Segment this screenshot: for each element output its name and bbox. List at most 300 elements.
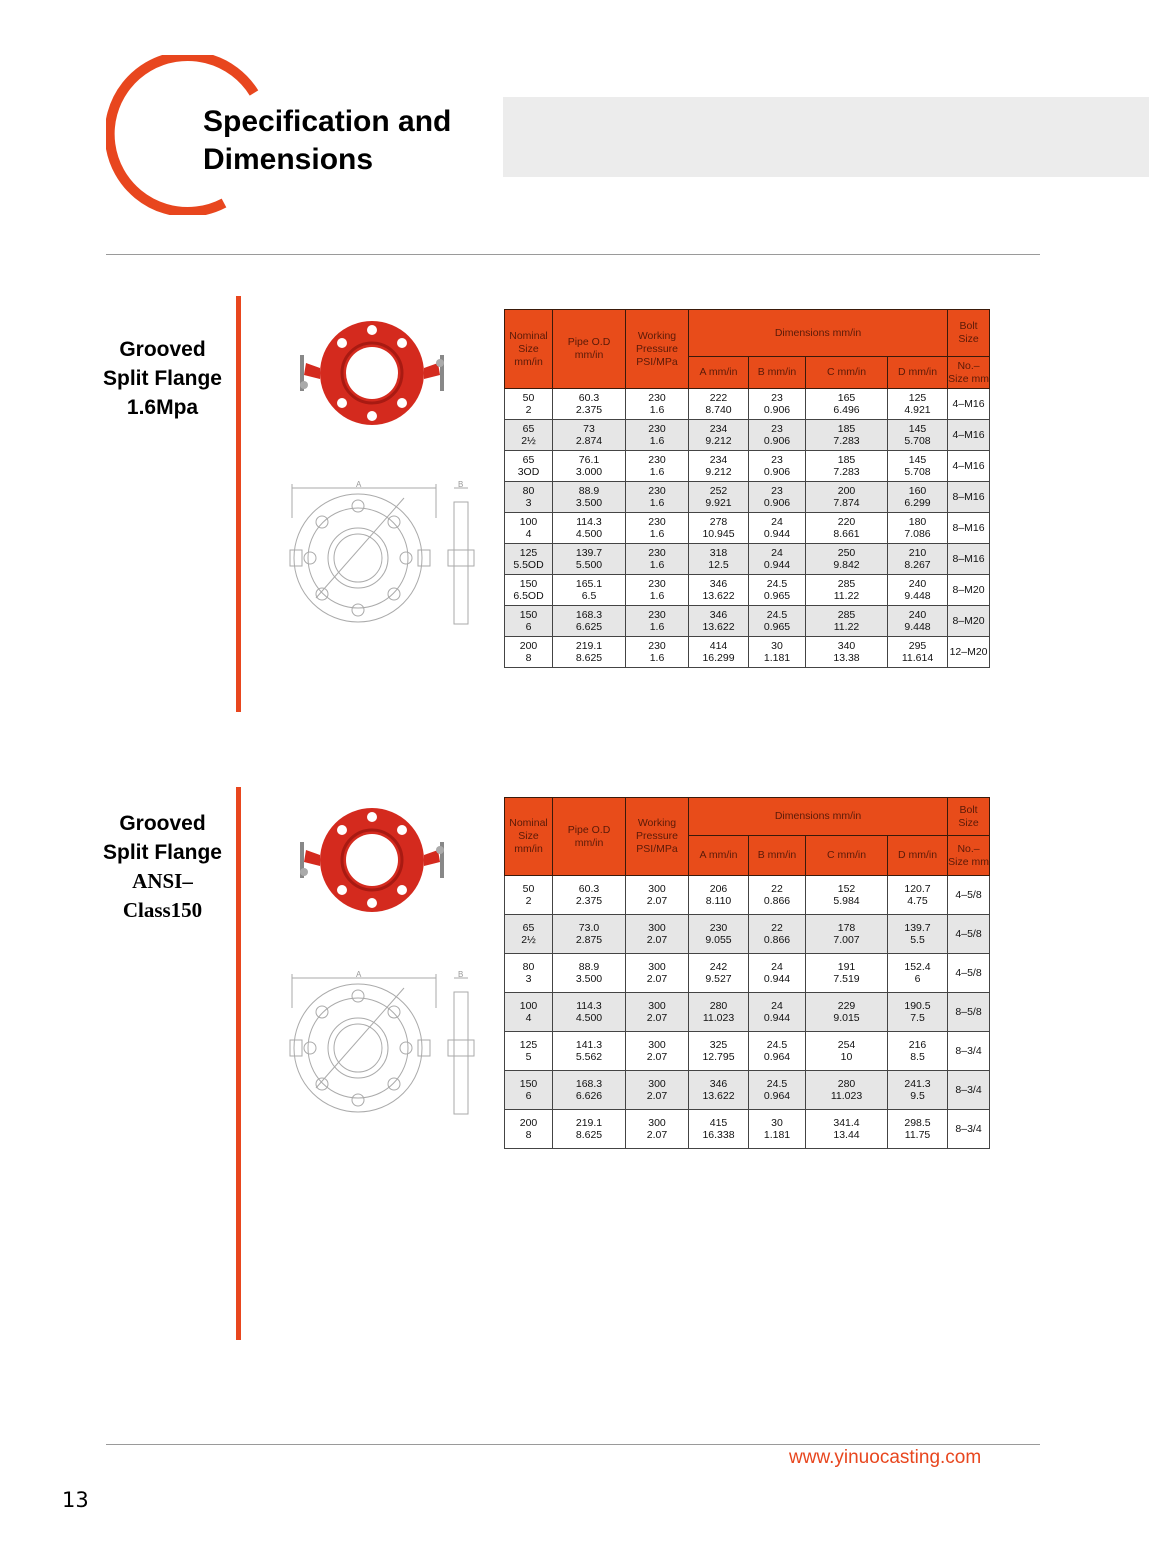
cell-od-line2: 2.874 xyxy=(575,435,603,447)
cell-c-line2: 9.842 xyxy=(833,559,860,571)
col-header-b: B mm/in xyxy=(749,836,806,876)
cell-bolt: 8–M16 xyxy=(948,482,990,513)
cell-bolt: 8–5/8 xyxy=(948,993,990,1032)
cell-d-line1: 190.5 xyxy=(904,1000,931,1012)
cell-b xyxy=(749,1032,806,1071)
cell-bolt: 4–5/8 xyxy=(948,876,990,915)
cell-od xyxy=(553,954,626,993)
table-row xyxy=(505,915,990,954)
cell-d-line2: 11.614 xyxy=(901,652,934,664)
cell-nom-line1: 50 xyxy=(522,392,535,404)
cell-nom xyxy=(505,1071,553,1110)
table-row xyxy=(505,1110,990,1149)
cell-a-line1: 280 xyxy=(709,1000,728,1012)
cell-wp-line2: 2.07 xyxy=(646,1012,668,1024)
page-number: 13 xyxy=(62,1488,89,1512)
cell-od-line1: 73 xyxy=(583,423,595,435)
col-header-pipe-od: Pipe O.D mm/in xyxy=(553,798,626,876)
cell-c-line1: 285 xyxy=(837,609,856,621)
cell-a-line1: 346 xyxy=(709,609,728,621)
cell-od-line1: 141.3 xyxy=(575,1039,603,1051)
cell-a-line1: 414 xyxy=(709,640,728,652)
cell-nom xyxy=(505,513,553,544)
table-row xyxy=(505,482,990,513)
cell-c-line1: 254 xyxy=(837,1039,856,1051)
section-accent-bar xyxy=(236,296,241,712)
col-header-bolt: Bolt Size xyxy=(948,310,990,357)
cell-c-line2: 11.22 xyxy=(833,621,860,633)
cell-nom xyxy=(505,606,553,637)
cell-c-line2: 11.22 xyxy=(833,590,860,602)
flange-technical-drawing xyxy=(286,478,482,628)
header-divider xyxy=(106,254,1040,255)
cell-b-line2: 0.944 xyxy=(763,973,791,985)
col-header-dimensions: Dimensions mm/in xyxy=(689,310,948,357)
cell-a-line1: 252 xyxy=(709,485,728,497)
cell-c-line2: 8.661 xyxy=(833,528,860,540)
table-row xyxy=(505,606,990,637)
cell-wp xyxy=(626,954,689,993)
cell-a-line1: 346 xyxy=(709,578,728,590)
cell-wp-line2: 1.6 xyxy=(649,559,665,571)
table-row xyxy=(505,993,990,1032)
col-header-nominal: Nominal Size mm/in xyxy=(505,310,553,389)
cell-wp-line2: 1.6 xyxy=(649,652,665,664)
cell-b-line2: 0.906 xyxy=(763,466,791,478)
cell-nom xyxy=(505,1032,553,1071)
cell-c-line2: 9.015 xyxy=(833,1012,860,1024)
cell-od xyxy=(553,482,626,513)
cell-b xyxy=(749,915,806,954)
cell-wp-line2: 1.6 xyxy=(649,528,665,540)
cell-c-line1: 165 xyxy=(837,392,856,404)
cell-od-line2: 5.500 xyxy=(575,559,603,571)
cell-nom-line1: 150 xyxy=(519,609,538,621)
cell-d-line2: 9.448 xyxy=(904,590,931,602)
cell-b xyxy=(749,954,806,993)
cell-od-line1: 114.3 xyxy=(576,516,602,528)
cell-wp-line2: 1.6 xyxy=(649,435,665,447)
cell-wp-line1: 230 xyxy=(648,423,666,435)
cell-d-line2: 5.708 xyxy=(904,435,931,447)
cell-a xyxy=(689,389,749,420)
cell-od-line2: 8.625 xyxy=(575,1129,603,1141)
col-header-bolt: Bolt Size xyxy=(948,798,990,836)
cell-c-line2: 7.519 xyxy=(833,973,860,985)
svg-text:A: A xyxy=(356,480,362,489)
cell-c xyxy=(806,451,888,482)
cell-b-line1: 24.5 xyxy=(766,1078,788,1090)
cell-nom-line1: 80 xyxy=(522,961,535,973)
table-row xyxy=(505,876,990,915)
cell-b-line1: 24.5 xyxy=(766,1039,788,1051)
cell-wp-line1: 230 xyxy=(648,609,666,621)
cell-wp-line1: 300 xyxy=(648,883,666,895)
col-header-a: A mm/in xyxy=(689,836,749,876)
cell-b xyxy=(749,451,806,482)
cell-d xyxy=(888,915,948,954)
cell-a-line2: 9.212 xyxy=(705,435,732,447)
cell-nom-line2: 8 xyxy=(525,1129,532,1141)
cell-b-line1: 24.5 xyxy=(766,578,788,590)
cell-d-line2: 9.448 xyxy=(904,621,931,633)
cell-c xyxy=(806,954,888,993)
cell-od-line2: 2.375 xyxy=(575,404,603,416)
cell-nom-line2: 2½ xyxy=(521,435,536,447)
cell-a-line1: 278 xyxy=(709,516,728,528)
cell-d-line2: 6.299 xyxy=(904,497,931,509)
cell-b-line1: 24 xyxy=(771,961,783,973)
cell-nom xyxy=(505,876,553,915)
cell-a-line2: 8.110 xyxy=(705,895,732,907)
cell-nom xyxy=(505,915,553,954)
cell-od xyxy=(553,876,626,915)
cell-c-line2: 13.44 xyxy=(833,1129,860,1141)
cell-bolt: 4–5/8 xyxy=(948,954,990,993)
cell-wp-line1: 230 xyxy=(648,485,666,497)
cell-od-line1: 168.3 xyxy=(575,609,603,621)
cell-nom-line2: 5.5OD xyxy=(513,559,544,571)
cell-d xyxy=(888,1110,948,1149)
table-body-1 xyxy=(505,389,990,668)
cell-wp-line2: 1.6 xyxy=(649,497,665,509)
cell-nom-line2: 5 xyxy=(525,1051,532,1063)
cell-od-line1: 219.1 xyxy=(575,1117,603,1129)
cell-a-line2: 13.622 xyxy=(702,590,735,602)
spec-table-1.6mpa xyxy=(504,309,990,668)
cell-c xyxy=(806,876,888,915)
cell-b-line1: 23 xyxy=(771,454,783,466)
cell-od-line2: 4.500 xyxy=(575,528,603,540)
cell-bolt: 8–3/4 xyxy=(948,1110,990,1149)
cell-d xyxy=(888,482,948,513)
cell-a-line1: 230 xyxy=(709,922,728,934)
cell-d xyxy=(888,954,948,993)
cell-a-line2: 16.338 xyxy=(702,1129,735,1141)
cell-nom-line1: 80 xyxy=(522,485,535,497)
cell-bolt: 8–M16 xyxy=(948,513,990,544)
cell-b-line2: 1.181 xyxy=(763,652,791,664)
cell-b xyxy=(749,513,806,544)
cell-d-line2: 5.5 xyxy=(910,934,925,946)
cell-nom-line1: 125 xyxy=(519,547,538,559)
cell-b xyxy=(749,876,806,915)
cell-wp xyxy=(626,1110,689,1149)
table-row xyxy=(505,637,990,668)
cell-od xyxy=(553,451,626,482)
cell-d xyxy=(888,1032,948,1071)
cell-nom-line1: 65 xyxy=(522,423,535,435)
cell-d-line2: 4.921 xyxy=(904,404,931,416)
cell-d-line2: 7.086 xyxy=(904,528,931,540)
cell-b-line2: 0.944 xyxy=(763,559,791,571)
cell-od-line2: 6.625 xyxy=(575,621,603,633)
cell-a-line1: 234 xyxy=(709,454,728,466)
cell-d xyxy=(888,513,948,544)
cell-wp-line1: 230 xyxy=(648,578,666,590)
cell-bolt: 8–3/4 xyxy=(948,1071,990,1110)
cell-c-line1: 285 xyxy=(837,578,856,590)
cell-wp-line2: 2.07 xyxy=(646,1051,668,1063)
cell-nom xyxy=(505,954,553,993)
cell-c-line2: 7.283 xyxy=(833,435,860,447)
cell-b xyxy=(749,420,806,451)
cell-c xyxy=(806,482,888,513)
cell-wp-line2: 1.6 xyxy=(649,590,665,602)
cell-wp xyxy=(626,1032,689,1071)
cell-od-line2: 6.626 xyxy=(575,1090,603,1102)
cell-b-line1: 30 xyxy=(771,640,783,652)
cell-nom-line1: 150 xyxy=(519,578,538,590)
cell-b-line1: 22 xyxy=(771,922,783,934)
cell-nom xyxy=(505,482,553,513)
cell-c xyxy=(806,915,888,954)
cell-b xyxy=(749,1071,806,1110)
cell-od-line1: 219.1 xyxy=(575,640,603,652)
table-row xyxy=(505,420,990,451)
cell-nom-line2: 6 xyxy=(525,621,532,633)
cell-d-line1: 240 xyxy=(908,578,927,590)
cell-a xyxy=(689,451,749,482)
table-row xyxy=(505,1032,990,1071)
cell-od xyxy=(553,1110,626,1149)
cell-c xyxy=(806,389,888,420)
cell-d-line2: 6 xyxy=(914,973,921,985)
cell-c-line2: 10 xyxy=(840,1051,853,1063)
col-header-b: B mm/in xyxy=(749,357,806,389)
cell-b-line2: 0.944 xyxy=(763,528,791,540)
cell-a-line2: 16.299 xyxy=(702,652,735,664)
header-band xyxy=(503,97,1149,177)
cell-b-line2: 0.965 xyxy=(763,590,791,602)
cell-b-line1: 30 xyxy=(771,1117,783,1129)
cell-wp-line2: 1.6 xyxy=(649,404,665,416)
cell-c xyxy=(806,1110,888,1149)
cell-nom-line2: 3 xyxy=(525,497,532,509)
cell-a-line1: 222 xyxy=(709,392,728,404)
cell-od-line1: 76.1 xyxy=(578,454,600,466)
cell-od-line1: 88.9 xyxy=(578,485,600,497)
cell-od-line1: 73.0 xyxy=(578,922,600,934)
cell-wp-line2: 2.07 xyxy=(646,1129,668,1141)
cell-od-line2: 2.375 xyxy=(575,895,603,907)
cell-a-line2: 9.921 xyxy=(705,497,732,509)
cell-d xyxy=(888,637,948,668)
website-url[interactable]: www.yinuocasting.com xyxy=(789,1447,982,1468)
cell-wp-line2: 1.6 xyxy=(649,621,665,633)
cell-wp xyxy=(626,482,689,513)
cell-bolt: 8–M16 xyxy=(948,544,990,575)
cell-wp-line1: 300 xyxy=(648,1000,666,1012)
cell-wp xyxy=(626,1071,689,1110)
cell-a xyxy=(689,513,749,544)
cell-od-line2: 3.500 xyxy=(575,497,603,509)
cell-od xyxy=(553,606,626,637)
cell-d xyxy=(888,544,948,575)
cell-nom xyxy=(505,575,553,606)
cell-wp-line2: 1.6 xyxy=(649,466,665,478)
cell-bolt: 4–M16 xyxy=(948,420,990,451)
cell-c-line2: 7.283 xyxy=(833,466,860,478)
cell-b xyxy=(749,544,806,575)
cell-a-line1: 346 xyxy=(709,1078,728,1090)
cell-wp xyxy=(626,606,689,637)
cell-d-line1: 145 xyxy=(908,423,927,435)
cell-wp xyxy=(626,993,689,1032)
section-accent-bar xyxy=(236,787,241,1340)
cell-wp xyxy=(626,915,689,954)
cell-a-line1: 242 xyxy=(709,961,728,973)
cell-d-line2: 7.5 xyxy=(910,1012,925,1024)
cell-wp xyxy=(626,876,689,915)
cell-od-line1: 139.7 xyxy=(575,547,603,559)
cell-od xyxy=(553,1071,626,1110)
col-header-d: D mm/in xyxy=(888,836,948,876)
cell-a-line2: 13.622 xyxy=(702,1090,735,1102)
cell-a-line2: 12.5 xyxy=(708,559,729,571)
cell-b-line1: 24 xyxy=(771,516,783,528)
svg-text:A: A xyxy=(356,970,362,979)
cell-c-line1: 250 xyxy=(837,547,856,559)
section-title: Grooved Split Flange ANSI– Class150 xyxy=(102,812,222,922)
cell-b-line1: 23 xyxy=(771,423,783,435)
cell-a-line1: 325 xyxy=(709,1039,728,1051)
cell-d xyxy=(888,575,948,606)
cell-nom-line2: 6 xyxy=(525,1090,532,1102)
cell-nom-line2: 2½ xyxy=(521,934,536,946)
cell-d xyxy=(888,389,948,420)
cell-nom-line1: 50 xyxy=(522,883,535,895)
cell-wp-line2: 2.07 xyxy=(646,895,668,907)
cell-od xyxy=(553,544,626,575)
cell-wp-line1: 300 xyxy=(648,922,666,934)
cell-d-line1: 125 xyxy=(908,392,927,404)
table-row xyxy=(505,954,990,993)
cell-d-line2: 8.267 xyxy=(904,559,931,571)
cell-od-line2: 3.000 xyxy=(575,466,603,478)
cell-wp xyxy=(626,451,689,482)
cell-d-line2: 8.5 xyxy=(910,1051,925,1063)
cell-od xyxy=(553,993,626,1032)
cell-a-line1: 234 xyxy=(709,423,728,435)
cell-d xyxy=(888,606,948,637)
svg-text:B: B xyxy=(458,480,464,489)
flange-technical-drawing xyxy=(286,968,482,1118)
cell-nom xyxy=(505,389,553,420)
col-header-nominal: Nominal Size mm/in xyxy=(505,798,553,876)
cell-nom-line2: 3OD xyxy=(517,466,540,478)
cell-d-line2: 4.75 xyxy=(907,895,928,907)
cell-c-line2: 11.023 xyxy=(830,1090,863,1102)
cell-b-line2: 1.181 xyxy=(763,1129,791,1141)
table-row xyxy=(505,513,990,544)
cell-a-line1: 206 xyxy=(709,883,728,895)
table-row xyxy=(505,1071,990,1110)
cell-b-line1: 24 xyxy=(771,1000,783,1012)
cell-a xyxy=(689,993,749,1032)
cell-wp xyxy=(626,420,689,451)
table-row xyxy=(505,451,990,482)
cell-b-line2: 0.866 xyxy=(763,934,791,946)
cell-a xyxy=(689,544,749,575)
cell-nom-line2: 3 xyxy=(525,973,532,985)
cell-wp-line2: 2.07 xyxy=(646,1090,668,1102)
cell-d-line1: 241.3 xyxy=(904,1078,931,1090)
cell-b-line1: 23 xyxy=(771,392,783,404)
cell-c xyxy=(806,993,888,1032)
table-row xyxy=(505,575,990,606)
cell-nom xyxy=(505,637,553,668)
cell-od-line1: 60.3 xyxy=(578,883,600,895)
cell-od xyxy=(553,1032,626,1071)
cell-c-line2: 7.874 xyxy=(833,497,860,509)
cell-b xyxy=(749,637,806,668)
cell-nom xyxy=(505,544,553,575)
cell-d-line2: 11.75 xyxy=(904,1129,931,1141)
section-title: Grooved Split Flange 1.6Mpa xyxy=(102,338,222,419)
cell-b-line2: 0.906 xyxy=(763,497,791,509)
cell-wp-line1: 230 xyxy=(648,454,666,466)
cell-od xyxy=(553,389,626,420)
cell-b-line2: 0.866 xyxy=(763,895,791,907)
cell-c-line2: 6.496 xyxy=(833,404,860,416)
cell-od-line1: 114.3 xyxy=(576,1000,602,1012)
col-header-d: D mm/in xyxy=(888,357,948,389)
cell-wp-line2: 2.07 xyxy=(646,973,668,985)
cell-nom-line1: 100 xyxy=(519,1000,538,1012)
cell-c-line1: 340 xyxy=(837,640,856,652)
cell-d xyxy=(888,420,948,451)
cell-c-line1: 152 xyxy=(837,883,856,895)
cell-a xyxy=(689,575,749,606)
cell-bolt: 4–5/8 xyxy=(948,915,990,954)
cell-wp xyxy=(626,513,689,544)
cell-c-line1: 229 xyxy=(837,1000,856,1012)
cell-nom-line2: 2 xyxy=(525,895,532,907)
cell-c-line1: 220 xyxy=(837,516,856,528)
cell-c-line1: 341.4 xyxy=(833,1117,860,1129)
cell-a xyxy=(689,1032,749,1071)
svg-text:B: B xyxy=(458,970,464,979)
cell-od xyxy=(553,513,626,544)
cell-od-line2: 2.875 xyxy=(575,934,603,946)
cell-b-line1: 24.5 xyxy=(766,609,788,621)
cell-wp-line1: 230 xyxy=(648,516,666,528)
cell-bolt: 4–M16 xyxy=(948,389,990,420)
cell-od-line2: 8.625 xyxy=(575,652,603,664)
cell-c-line2: 5.984 xyxy=(833,895,860,907)
cell-d-line1: 152.4 xyxy=(904,961,931,973)
cell-wp xyxy=(626,637,689,668)
cell-nom-line1: 150 xyxy=(519,1078,538,1090)
cell-nom xyxy=(505,420,553,451)
cell-a-line2: 8.740 xyxy=(705,404,732,416)
cell-nom-line2: 6.5OD xyxy=(513,590,544,602)
cell-bolt: 8–3/4 xyxy=(948,1032,990,1071)
cell-a xyxy=(689,915,749,954)
cell-od xyxy=(553,915,626,954)
table-row xyxy=(505,544,990,575)
col-header-working-pressure: Working Pressure PSI/MPa xyxy=(626,798,689,876)
cell-c-line1: 178 xyxy=(837,922,856,934)
cell-d xyxy=(888,876,948,915)
cell-b-line1: 22 xyxy=(771,883,783,895)
cell-nom-line1: 125 xyxy=(519,1039,538,1051)
col-header-working-pressure: Working Pressure PSI/MPa xyxy=(626,310,689,389)
cell-d-line1: 298.5 xyxy=(904,1117,931,1129)
cell-nom xyxy=(505,1110,553,1149)
cell-wp xyxy=(626,575,689,606)
